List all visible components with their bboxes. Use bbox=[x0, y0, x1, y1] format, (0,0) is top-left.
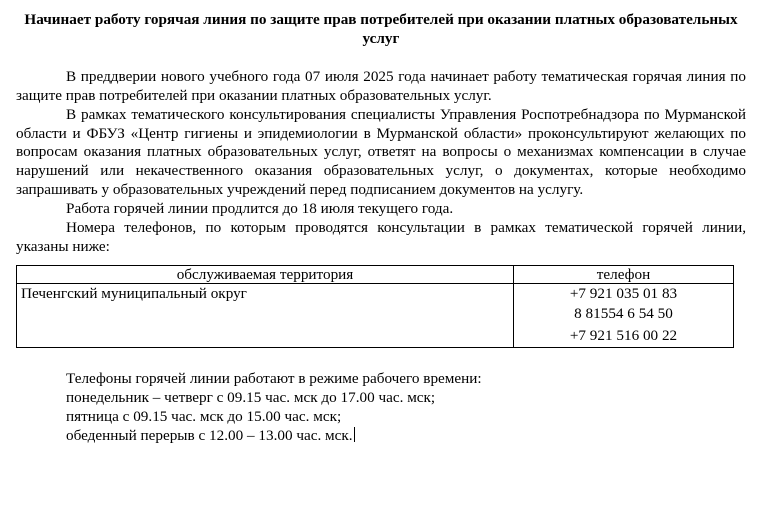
table-header-row bbox=[17, 265, 734, 283]
document-page bbox=[16, 11, 746, 445]
phone-cell bbox=[514, 283, 734, 347]
document-title: Начинает работу горячая линия по защите прав потребителей при оказании платных образовательных услуг bbox=[24, 11, 738, 47]
working-hours bbox=[16, 369, 746, 445]
hours-line: понедельник – четверг с 09.15 час. мск до 17.00 час. мск; bbox=[66, 388, 436, 406]
paragraph-phones-intro: Номера телефонов, по которым проводятся консультации в рамках тематической горячей линии, указаны ниже: bbox=[16, 219, 746, 255]
territory-cell: Печенгский муниципальный округ bbox=[17, 283, 514, 347]
phone-table bbox=[16, 265, 734, 348]
hours-line: пятница с 09.15 час. мск до 15.00 час. мск; bbox=[66, 407, 342, 425]
header-territory: обслуживаемая территория bbox=[17, 265, 514, 283]
paragraph-consulting: В рамках тематического консультирования специалисты Управления Роспотребнадзора по Мурманской области и ФБУЗ «Центр гигиены и эпидемиологии в Мурманской области» проконсультируют желающих по вопросам оказания платных образовательных услуг, ответят на вопросы о механизмах компенсации в случае нарушений или некачественного оказания образовательных услуг, о документах, которые необходимо запрашивать у образовательных учреждений перед подписанием документов на услугу. bbox=[16, 105, 746, 199]
paragraph-duration: Работа горячей линии продлится до 18 июля текущего года. bbox=[66, 200, 454, 218]
hours-line-last bbox=[66, 426, 746, 445]
phone-number: +7 921 035 01 83 bbox=[569, 284, 678, 302]
header-phone: телефон bbox=[514, 265, 734, 283]
paragraph-intro: В преддверии нового учебного года 07 июля 2025 года начинает работу тематическая горячая линия по защите прав потребителей при оказании платных образовательных услуг. bbox=[16, 67, 746, 104]
phone-number: 8 81554 6 54 50 bbox=[574, 304, 673, 322]
hours-intro: Телефоны горячей линии работают в режиме рабочего времени: bbox=[66, 369, 482, 387]
text-cursor[interactable] bbox=[354, 427, 355, 442]
table-row bbox=[17, 283, 734, 347]
phone-number: +7 921 516 00 22 bbox=[569, 326, 678, 344]
hours-line: обеденный перерыв с 12.00 – 13.00 час. мск. bbox=[66, 426, 353, 444]
